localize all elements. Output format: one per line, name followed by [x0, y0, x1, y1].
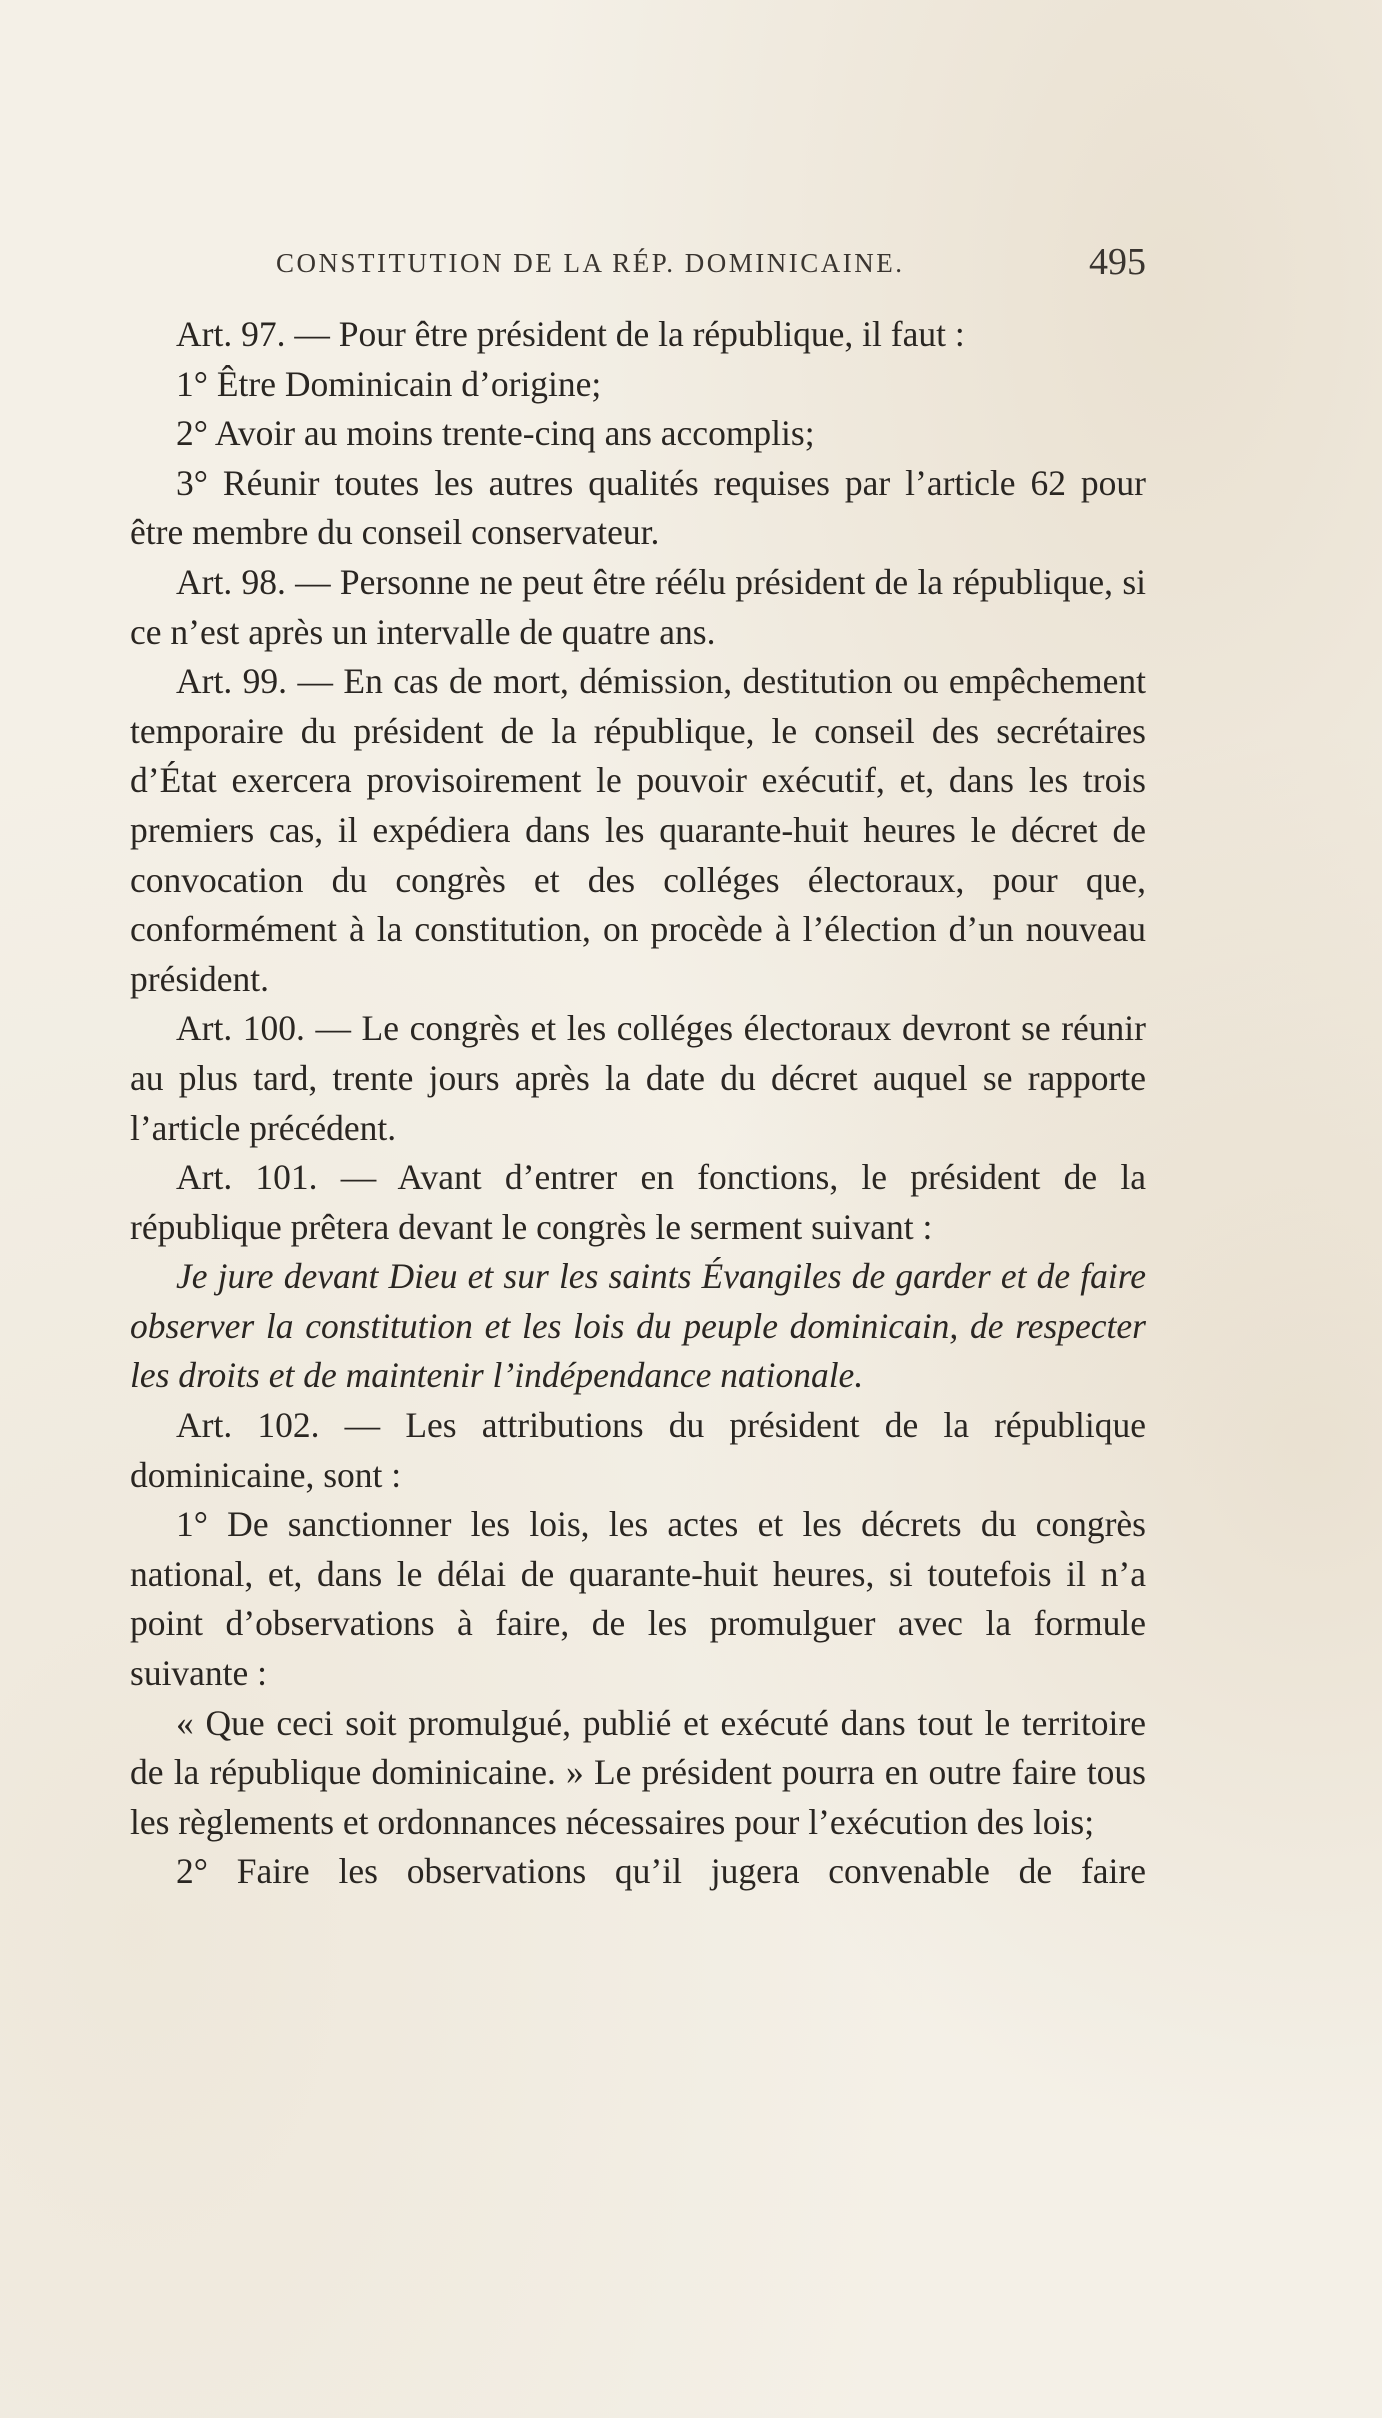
paragraph-art-102: Art. 102. — Les attributions du président de la république dominicaine, sont : — [130, 1405, 1146, 1495]
paragraph-art-98: Art. 98. — Personne ne peut être réélu président de la république, si ce n’est après un intervalle de quatre ans. — [130, 561, 1146, 652]
paragraph-art-97-item-1: 1° Être Dominicain d’origine; — [176, 363, 602, 404]
paragraph-art-97: Art. 97. — Pour être président de la république, il faut : — [176, 314, 965, 354]
running-head — [130, 240, 1146, 310]
body-text — [130, 310, 1146, 1897]
paragraph-art-100: Art. 100. — Le congrès et les colléges électoraux devront se réunir au plus tard, trente jours après la date du décret auquel se rapporte l’article précédent. — [130, 1008, 1146, 1148]
text-block — [130, 240, 1146, 1897]
page-number: 495 — [1089, 241, 1146, 283]
paragraph-formula: « Que ceci soit promulgué, publié et exécuté dans tout le territoire de la république dominicaine. » Le président pourra en outre faire tous les règlements et ordonnances nécessaires pour l’exécution des lois; — [130, 1702, 1146, 1842]
paragraph-art-102-item-1: 1° De sanctionner les lois, les actes et les décrets du congrès national, et, dans le délai de quarante-huit heures, si toutefois il n’a point d’observations à faire, de les promulguer avec la formule suivante : — [130, 1504, 1146, 1694]
paragraph-art-97-item-2: 2° Avoir au moins trente-cinq ans accomplis; — [176, 413, 815, 454]
running-head-title: CONSTITUTION DE LA RÉP. DOMINICAINE. — [276, 248, 905, 278]
paragraph-art-97-item-3: 3° Réunir toutes les autres qualités requises par l’article 62 pour être membre du conseil conservateur. — [130, 462, 1146, 553]
paragraph-oath: Je jure devant Dieu et sur les saints Évangiles de garder et de faire observer la constitution et les lois du peuple dominicain, de respecter les droits et de maintenir l’indépendance nationale. — [130, 1256, 1146, 1396]
paragraph-art-102-item-2: 2° Faire les observations qu’il jugera convenable de faire — [176, 1851, 1146, 1892]
paragraph-art-99: Art. 99. — En cas de mort, démission, destitution ou empêchement temporaire du président de la république, le conseil des secrétaires d’État exercera provisoirement le pouvoir exécutif, et, dans les trois premiers cas, il expédiera dans les quarante-huit heures le décret de convocation du congrès et des colléges électoraux, pour que, conformément à la constitution, on procède à l’élection d’un nouveau président. — [130, 661, 1146, 999]
paragraph-art-101: Art. 101. — Avant d’entrer en fonctions, le président de la république prêtera devant le congrès le serment suivant : — [130, 1157, 1146, 1247]
